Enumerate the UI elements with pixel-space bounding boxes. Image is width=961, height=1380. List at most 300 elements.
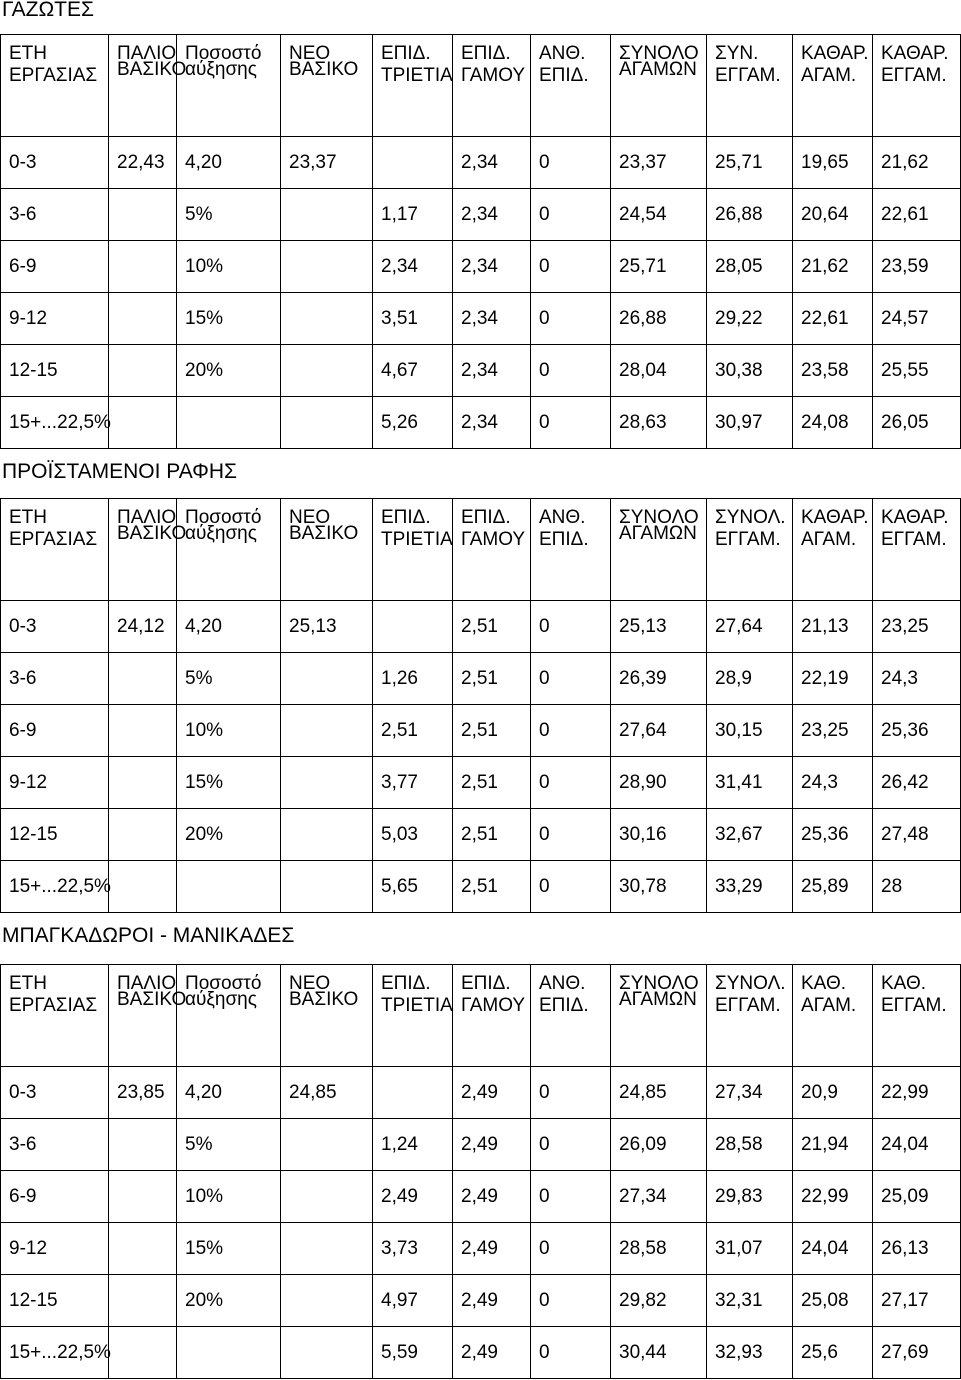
column-header-line-2: ΒΑΣΙΚΟ [117,989,187,1010]
cell-value [109,1342,117,1363]
table-cell [281,653,373,705]
cell-value: 3,73 [381,1237,418,1259]
cell-value: 27,17 [881,1289,929,1311]
cell-value: 21,62 [881,151,929,173]
table-cell [611,189,707,241]
table-cell [373,1067,453,1119]
cell-value: 24,04 [801,1237,849,1259]
table-cell [373,601,453,653]
cell-value: 2,49 [461,1133,498,1155]
table-cell [177,601,281,653]
table-cell [873,1327,961,1379]
cell-value [281,720,289,741]
table-cell [531,757,611,809]
column-header [531,35,611,137]
cell-value: 4,20 [185,1081,222,1103]
cell-value: 2,34 [461,151,498,173]
section-title-mpagkadoroi-manikades [2,924,294,948]
table-cell [109,397,177,449]
table-cell [611,1171,707,1223]
cell-value: 5% [185,1133,213,1155]
table-row [1,1223,961,1275]
table-cell [873,757,961,809]
table-cell [707,293,793,345]
table-cell [873,1119,961,1171]
table-cell [109,1275,177,1327]
table-cell [281,1327,373,1379]
cell-value: 0 [539,1237,550,1259]
table-cell [109,1327,177,1379]
cell-value: 0 [539,359,550,381]
table-cell [611,653,707,705]
column-header [1,35,109,137]
column-header-line-2: ΓΑΜΟΥ [461,65,526,86]
column-header [281,965,373,1067]
table-cell [793,705,873,757]
table-cell [873,653,961,705]
column-header-line-2: ΒΑΣΙΚΟ [117,523,187,544]
cell-value: 20% [185,823,224,845]
table-cell [531,1067,611,1119]
table-cell [453,189,531,241]
table-row [1,189,961,241]
column-header [109,965,187,1067]
cell-value: 22,99 [881,1081,929,1103]
table-header-row [1,499,961,601]
table-row [1,397,961,449]
cell-value: 3,51 [381,307,418,329]
column-header-line-1: ΝΕΟ [289,507,331,528]
column-header-line-2: αύξησης [185,523,257,544]
table-cell [453,397,531,449]
table-cell [281,293,373,345]
cell-value: 0 [539,1185,550,1207]
column-header [793,35,873,137]
table-cell [873,705,961,757]
table-cell [793,345,873,397]
cell-value: 20% [185,1289,224,1311]
cell-value: 15+...22,5% [9,1341,111,1363]
cell-value: 0-3 [9,615,37,637]
table-row [1,601,961,653]
table-cell [707,757,793,809]
cell-value: 27,34 [715,1081,763,1103]
cell-value: 0-3 [9,1081,37,1103]
table-cell [531,1119,611,1171]
table-row [1,1327,961,1379]
cell-value: 28,58 [619,1237,667,1259]
table-cell [109,241,177,293]
column-header-line-2: ΕΠΙΔ. [539,65,589,86]
table-cell [531,137,611,189]
cell-value [109,1134,117,1155]
table-cell [531,241,611,293]
table-cell [793,601,873,653]
cell-value [109,1238,117,1259]
cell-value: 22,61 [881,203,929,225]
cell-value [177,876,185,897]
table-cell [1,189,109,241]
cell-value: 20,9 [801,1081,838,1103]
cell-value: 0 [539,875,550,897]
table-cell [453,861,531,913]
table-cell [373,397,453,449]
section-title-text: ΠΡΟΪΣΤΑΜΕΝΟΙ ΡΑΦΗΣ [2,460,238,483]
column-header [531,965,611,1067]
table-cell [453,137,531,189]
cell-value [281,360,289,381]
table-cell [793,653,873,705]
column-header-line-2: αύξησης [185,59,257,80]
column-header [109,35,187,137]
table-cell [177,293,281,345]
column-header-line-1: ΚΑΘΑΡ. [881,507,949,528]
cell-value [109,876,117,897]
column-header-line-1: ΠΑΛΙΟ [117,43,177,64]
table-cell [177,137,281,189]
table-cell [177,1223,281,1275]
table-cell [793,1327,873,1379]
cell-value: 12-15 [9,1289,58,1311]
table-cell [611,137,707,189]
table-cell [531,861,611,913]
cell-value: 0 [539,667,550,689]
table-header-row [1,965,961,1067]
cell-value: 5,26 [381,411,418,433]
cell-value: 5% [185,203,213,225]
table-cell [281,1119,373,1171]
table-cell [793,397,873,449]
table-cell [611,1223,707,1275]
wage-table-proistamenoi-rafis [0,498,961,913]
cell-value: 1,17 [381,203,418,225]
cell-value: 28,04 [619,359,667,381]
cell-value: 0 [539,1133,550,1155]
table-cell [611,601,707,653]
table-cell [611,705,707,757]
cell-value: 0-3 [9,151,37,173]
cell-value [109,360,117,381]
table-cell [177,345,281,397]
column-header [611,35,707,137]
cell-value: 25,13 [619,615,667,637]
table-cell [873,293,961,345]
cell-value [373,152,381,173]
cell-value: 20% [185,359,224,381]
table-cell [109,861,177,913]
column-header-line-2: ΕΠΙΔ. [539,995,589,1016]
table-row [1,1275,961,1327]
cell-value [281,876,289,897]
cell-value [109,1186,117,1207]
table-cell [1,1119,109,1171]
cell-value: 25,09 [881,1185,929,1207]
column-header [531,499,611,601]
table-cell [873,241,961,293]
cell-value: 25,08 [801,1289,849,1311]
cell-value [281,824,289,845]
table-cell [707,1223,793,1275]
table-cell [177,1119,281,1171]
cell-value: 0 [539,615,550,637]
column-header-line-1: Ποσοστό [185,973,262,994]
cell-value: 24,85 [619,1081,667,1103]
table-cell [707,397,793,449]
cell-value [281,204,289,225]
table-row [1,1171,961,1223]
cell-value: 2,34 [461,307,498,329]
cell-value: 24,12 [117,615,165,637]
column-header-line-1: ΣΥΝΟΛΟ [619,507,699,528]
column-header [177,499,281,601]
table-cell [281,397,373,449]
table-cell [373,137,453,189]
cell-value [109,720,117,741]
cell-value: 26,88 [619,307,667,329]
section-title-gazotes [2,0,94,22]
table-cell [109,757,177,809]
table-cell [1,601,109,653]
cell-value: 15% [185,1237,224,1259]
column-header-line-2: ΤΡΙΕΤΙΑ [381,529,453,550]
table-cell [873,397,961,449]
cell-value: 26,09 [619,1133,667,1155]
cell-value: 15% [185,307,224,329]
table-cell [531,1223,611,1275]
cell-value [281,1238,289,1259]
cell-value: 29,83 [715,1185,763,1207]
table-cell [611,1275,707,1327]
column-header-line-1: ΕΠΙΔ. [381,43,431,64]
column-header-line-1: ΕΠΙΔ. [381,973,431,994]
cell-value: 6-9 [9,255,37,277]
cell-value: 23,58 [801,359,849,381]
column-header [453,965,531,1067]
column-header-line-2: ΕΡΓΑΣΙΑΣ [9,65,98,86]
cell-value [281,1342,289,1363]
cell-value: 0 [539,823,550,845]
cell-value: 32,67 [715,823,763,845]
table-cell [1,809,109,861]
table-cell [281,1275,373,1327]
cell-value: 27,34 [619,1185,667,1207]
cell-value: 32,31 [715,1289,763,1311]
cell-value [109,668,117,689]
cell-value: 28,05 [715,255,763,277]
cell-value: 30,78 [619,875,667,897]
table-cell [109,1223,177,1275]
wage-table-gazotes [0,34,961,449]
column-header-line-1: ΚΑΘΑΡ. [801,507,869,528]
column-header-line-2: ΓΑΜΟΥ [461,529,526,550]
cell-value: 33,29 [715,875,763,897]
column-header [1,499,109,601]
column-header-line-1: ΣΥΝΟΛΟ [619,973,699,994]
table-cell [531,705,611,757]
table-cell [707,809,793,861]
section-title-text: ΓΑΖΩΤΕΣ [2,0,94,21]
table-cell [1,653,109,705]
table-row [1,653,961,705]
cell-value: 10% [185,1185,224,1207]
cell-value: 26,05 [881,411,929,433]
table-cell [453,601,531,653]
cell-value: 27,64 [715,615,763,637]
cell-value: 29,22 [715,307,763,329]
table-cell [707,189,793,241]
column-header-line-2: ΕΠΙΔ. [539,529,589,550]
table-cell [793,1275,873,1327]
cell-value: 28,58 [715,1133,763,1155]
cell-value: 2,49 [461,1289,498,1311]
table-cell [793,757,873,809]
cell-value [281,256,289,277]
table-cell [1,1171,109,1223]
table-cell [793,137,873,189]
table-cell [453,241,531,293]
cell-value: 4,97 [381,1289,418,1311]
table-cell [707,1275,793,1327]
table-cell [373,861,453,913]
section-title-text: ΜΠΑΓΚΑΔΩΡΟΙ - ΜΑΝΙΚΑΔΕΣ [2,924,295,947]
table-cell [793,1171,873,1223]
cell-value [109,256,117,277]
cell-value: 4,67 [381,359,418,381]
table-cell [177,653,281,705]
table-cell [531,809,611,861]
column-header [373,35,453,137]
cell-value: 30,38 [715,359,763,381]
cell-value: 23,25 [881,615,929,637]
table-cell [281,241,373,293]
table-row [1,1067,961,1119]
table-cell [177,1327,281,1379]
table-cell [177,241,281,293]
cell-value: 30,15 [715,719,763,741]
table-cell [707,601,793,653]
table-cell [177,809,281,861]
cell-value: 2,51 [461,615,498,637]
column-header-line-2: ΤΡΙΕΤΙΑ [381,995,453,1016]
cell-value: 28 [881,875,903,897]
table-cell [453,1223,531,1275]
table-cell [109,345,177,397]
table-cell [453,705,531,757]
cell-value: 25,36 [801,823,849,845]
table-cell [281,809,373,861]
table-cell [373,809,453,861]
cell-value: 2,34 [381,255,418,277]
cell-value: 0 [539,151,550,173]
cell-value: 22,43 [117,151,165,173]
column-header-line-1: ΣΥΝΟΛΟ [619,43,699,64]
cell-value: 27,64 [619,719,667,741]
table-cell [793,1119,873,1171]
cell-value: 27,69 [881,1341,929,1363]
cell-value: 26,88 [715,203,763,225]
table-cell [1,1275,109,1327]
cell-value: 0 [539,307,550,329]
table-cell [531,1327,611,1379]
column-header-line-1: ΑΝΘ. [539,507,586,528]
cell-value [109,1290,117,1311]
table-cell [1,241,109,293]
table-cell [611,293,707,345]
cell-value: 25,55 [881,359,929,381]
table-cell [1,1223,109,1275]
cell-value [177,1342,185,1363]
cell-value: 2,49 [461,1081,498,1103]
cell-value: 27,48 [881,823,929,845]
cell-value: 22,19 [801,667,849,689]
cell-value: 25,71 [715,151,763,173]
cell-value: 23,25 [801,719,849,741]
table-cell [793,1223,873,1275]
cell-value: 0 [539,1341,550,1363]
column-header [177,35,281,137]
cell-value: 22,99 [801,1185,849,1207]
table-cell [707,345,793,397]
cell-value: 5,03 [381,823,418,845]
cell-value: 2,34 [461,411,498,433]
column-header [281,499,373,601]
column-header-line-1: ΚΑΘ. [801,973,847,994]
cell-value [281,1290,289,1311]
cell-value: 3-6 [9,667,37,689]
cell-value: 29,82 [619,1289,667,1311]
table-cell [1,757,109,809]
column-header-line-2: ΒΑΣΙΚΟ [117,59,187,80]
column-header-line-1: ΕΠΙΔ. [461,43,511,64]
column-header-line-2: ΒΑΣΙΚΟ [289,523,359,544]
cell-value: 25,36 [881,719,929,741]
column-header [873,35,961,137]
table-cell [611,809,707,861]
cell-value: 26,13 [881,1237,929,1259]
table-cell [373,1119,453,1171]
column-header-line-2: ΕΓΓΑΜ. [881,995,947,1016]
table-cell [873,137,961,189]
table-cell [373,241,453,293]
cell-value: 26,39 [619,667,667,689]
cell-value [109,824,117,845]
table-cell [707,241,793,293]
table-cell [531,397,611,449]
table-cell [373,653,453,705]
column-header-line-1: ΣΥΝ. [715,43,759,64]
cell-value: 0 [539,203,550,225]
cell-value: 23,59 [881,255,929,277]
column-header-line-2: ΑΓΑΜ. [801,529,857,550]
table-cell [453,809,531,861]
column-header [611,499,707,601]
table-cell [873,601,961,653]
table-cell [373,1223,453,1275]
cell-value: 25,89 [801,875,849,897]
table-cell [1,293,109,345]
table-cell [373,189,453,241]
table-cell [453,293,531,345]
table-cell [453,653,531,705]
cell-value: 10% [185,255,224,277]
table-row [1,293,961,345]
table-cell [873,861,961,913]
cell-value: 0 [539,1289,550,1311]
table-cell [707,861,793,913]
column-header-line-2: ΕΡΓΑΣΙΑΣ [9,529,98,550]
table-cell [1,345,109,397]
cell-value: 12-15 [9,359,58,381]
